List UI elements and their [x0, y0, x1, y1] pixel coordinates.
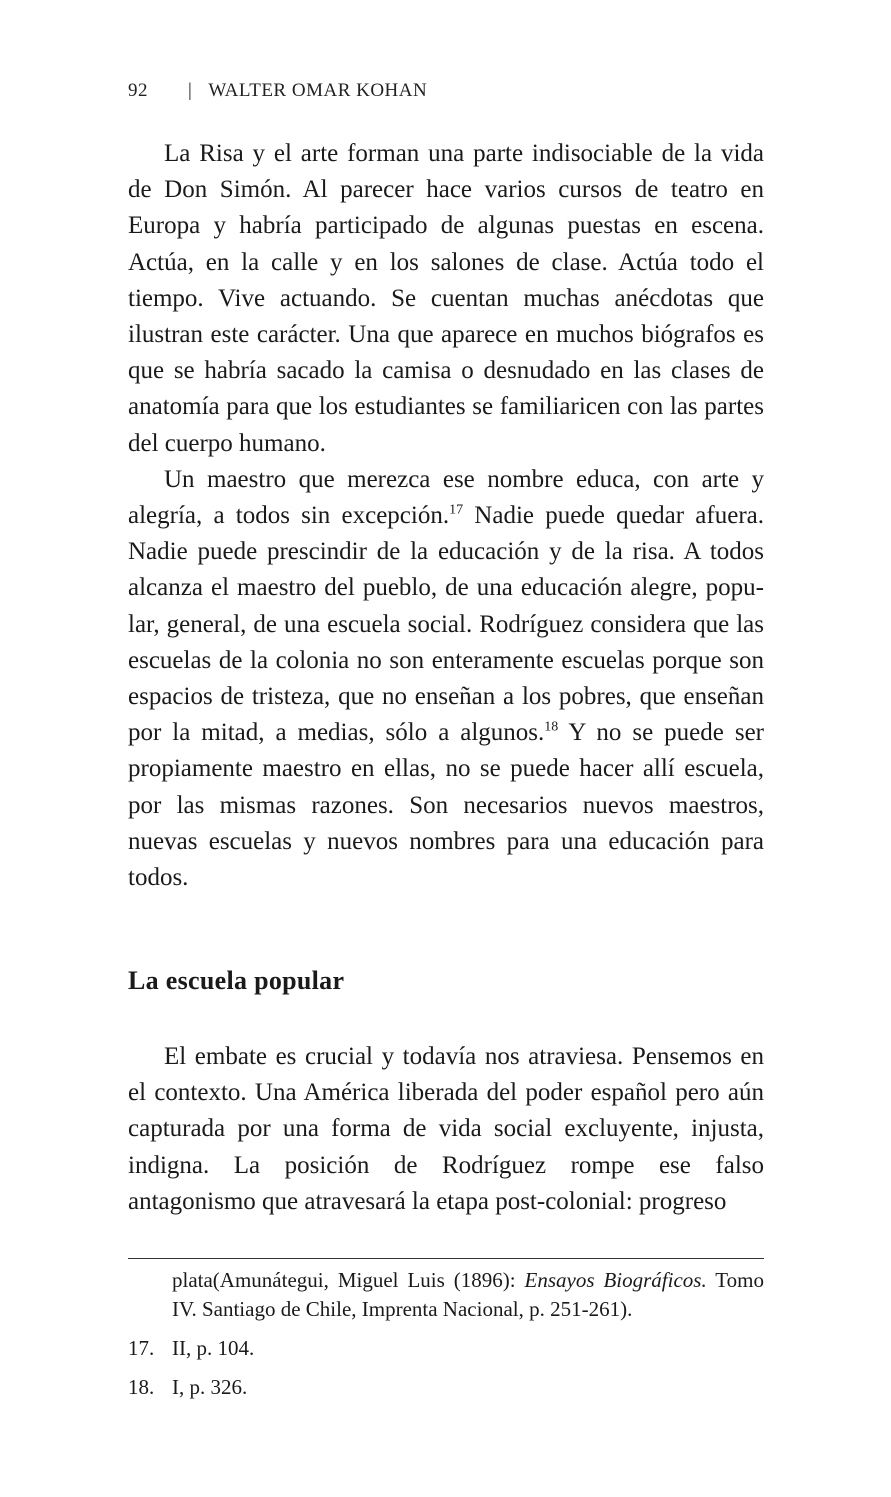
paragraph-2: [128, 462, 764, 896]
paragraph-1: La Risa y el arte forman una parte indisociable de la vida de Don Simón. Al parecer hace varios cursos de teatro en Europa y habría participado de algunas puestas en escena. Actúa, en la calle y en los salones de clase. Actúa todo el tiempo. Vive actuando. Se cuentan muchas anécdotas que ilustran este carácter. Una que aparece en muchos biógrafos es que se habría sacado la camisa o desnudado en las clases de anatomía para que los estudiantes se familiaricen con las partes del cuerpo humano.: [128, 140, 764, 457]
paragraph-2-part-c: Y no se puede ser propiamente maestro en ellas, no se puede hacer allí escuela, por las mismas razones. Son necesarios nuevos maestros, nuevas escuelas y nuevos nombres para una educación para todos.: [128, 719, 764, 892]
footnote-divider: [128, 1258, 764, 1259]
footnote-continuation-title: Ensayos Biográficos.: [524, 1268, 707, 1292]
footnote-continuation-text-a: plata(Amunátegui, Miguel Luis (1896):: [172, 1268, 525, 1292]
header-author: WALTER OMAR KOHAN: [208, 80, 428, 101]
footnotes: [128, 1266, 764, 1402]
footnote-18: [128, 1373, 764, 1402]
header-separator: |: [188, 80, 193, 101]
running-header: [128, 80, 764, 102]
paragraph-2-part-b: Nadie puede quedar afuera. Nadie puede prescindir de la educación y de la risa. A todos alcanza el maestro del pueblo, de una educación alegre, popular, general, de una escuela social. Rodríguez considera que las escuelas de la colonia no son enteramente escuelas porque son espacios de tristeza, que no enseñan a los pobres, que enseñan por la mitad, a medias, sólo a algunos.: [128, 502, 764, 747]
section-paragraph-1: El embate es crucial y todavía nos atraviesa. Pensemos en el contexto. Una América liberada del poder español pero aún capturada por una forma de vida social excluyente, injusta, indigna. La posición de Rodríguez rompe ese falso antagonismo que atravesará la etapa post-colonial: progreso: [128, 1043, 764, 1215]
body-text: [128, 136, 764, 896]
paragraph-2-part-a: Un maestro que merezca ese nombre educa, con arte y alegría, a todos sin excepción.: [128, 465, 764, 530]
footnote-number: 18.: [128, 1375, 155, 1399]
footnote-ref-18[interactable]: 18: [544, 719, 559, 735]
footnote-ref-17[interactable]: 17: [449, 502, 464, 518]
footnote-number: 17.: [128, 1336, 155, 1360]
section-body: [128, 1039, 764, 1220]
footnote-continuation: [172, 1266, 764, 1324]
section-heading: La escuela popular: [128, 966, 345, 995]
page-number: 92: [128, 80, 148, 101]
footnote-text: I, p. 326.: [172, 1375, 248, 1399]
footnote-continuation-text-b: Tomo IV. Santiago de Chile, Imprenta Nacional, p. 251-261).: [172, 1268, 764, 1321]
footnote-text: II, p. 104.: [172, 1336, 255, 1360]
footnote-17: [128, 1334, 764, 1363]
